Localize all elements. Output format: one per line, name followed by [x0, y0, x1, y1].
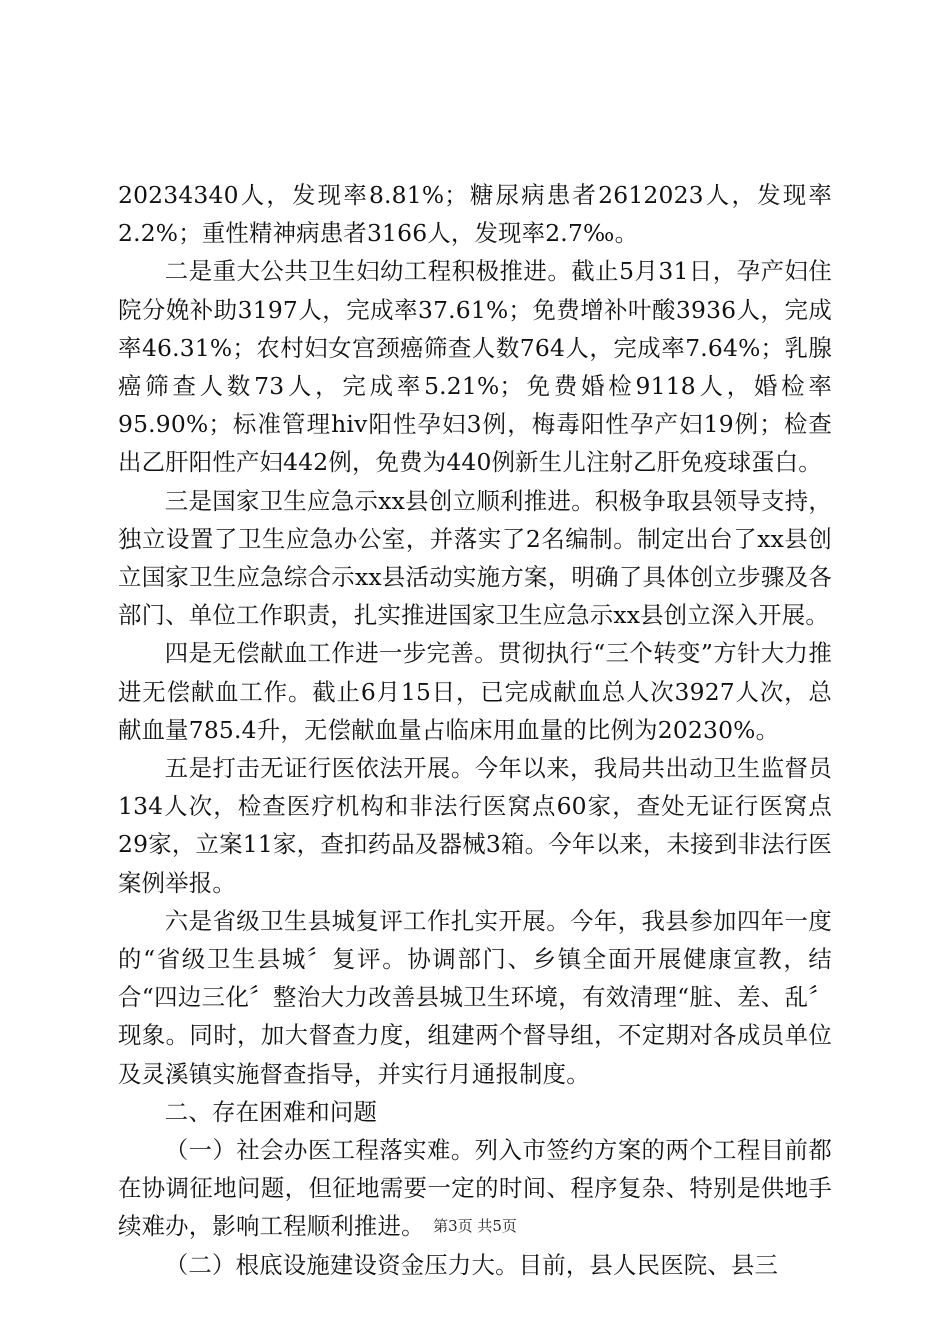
page-number-footer: 第3页 共5页: [433, 1217, 517, 1235]
paragraph-illegal-practice: 五是打击无证行医依法开展。今年以来，我局共出动卫生监督员134人次，检查医疗机构和非法行医窝点60家，查处无证行医窝点29家，立案11家，查扣药品及器械3箱。今年以来，未接到非法行医案例举报。: [118, 754, 832, 897]
paragraph-infrastructure-funding: （二）根底设施建设资金压力大。目前，县人民医院、县三: [164, 1250, 779, 1279]
paragraph-emergency-demo-county: 三是国家卫生应急示xx县创立顺利推进。积极争取县领导支持，独立设置了卫生应急办公室，并落实了2名编制。制定出台了xx县创立国家卫生应急综合示xx县活动实施方案，明确了具体创立步骤及各部门、单位工作职责，扎实推进国家卫生应急示xx县创立深入开展。: [118, 486, 832, 630]
section-heading-problems: 二、存在困难和问题: [164, 1097, 378, 1126]
paragraph-private-medical-projects: （一）社会办医工程落实难。列入市签约方案的两个工程目前都在协调征地问题，但征地需要一定的时间、程序复杂、特别是供地手续难办，影响工程顺利推进。: [118, 1136, 832, 1241]
paragraph-blood-donation: 四是无偿献血工作进一步完善。贯彻执行“三个转变”方针大力推进无偿献血工作。截止6月15日，已完成献血总人次3927人次，总献血量785.4升，无偿献血量占临床用血量的比例为20230%。: [118, 639, 832, 744]
paragraph-sanitary-county-review: 六是省级卫生县城复评工作扎实开展。今年，我县参加四年一度的“省级卫生县城〞复评。协调部门、乡镇全面开展健康宣教，结合“四边三化〞整治大力改善县城卫生环境，有效清理“脏、差、乱〞现象。同时，加大督查力度，组建两个督导组，不定期对各成员单位及灵溪镇实施督查指导，并实行月通报制度。: [118, 906, 832, 1088]
paragraph-maternal-child-health: 二是重大公共卫生妇幼工程积极推进。截止5月31日，孕产妇住院分娩补助3197人，完成率37.61%；免费增补叶酸3936人，完成率46.31%；农村妇女宫颈癌筛查人数764人，完成率7.64%；乳腺癌筛查人数73人，完成率5.21%；免费婚检9118人，婚检率95.90%；标准管理hiv阳性孕妇3例，梅毒阳性孕产妇19例；检查出乙肝阳性产妇442例，免费为440例新生儿注射乙肝免疫球蛋白。: [118, 257, 832, 477]
paragraph-screening-stats: 20234340人，发现率8.81%；糖尿病患者2612023人，发现率2.2%；重性精神病患者3166人，发现率2.7‰。: [118, 181, 832, 248]
body-text: [118, 176, 832, 1284]
